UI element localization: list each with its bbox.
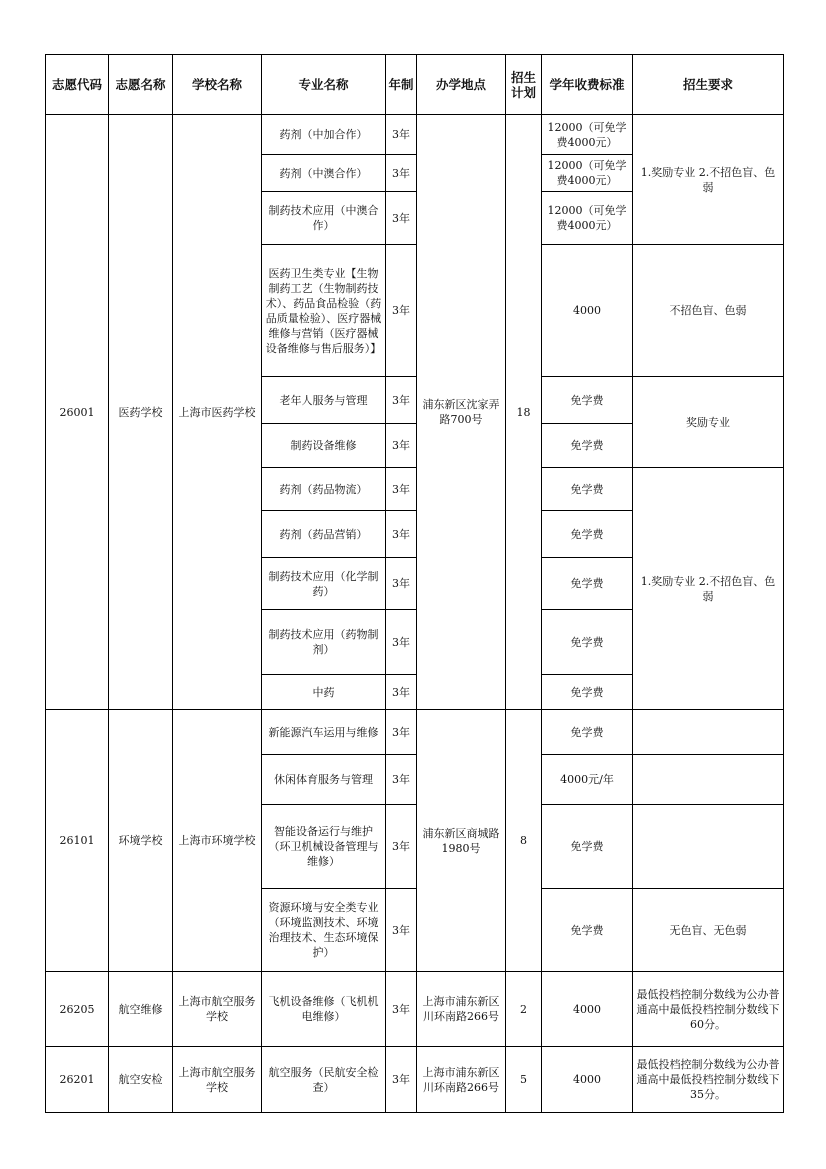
volunteer-code: 26001 [46,115,109,710]
volunteer-name: 环境学校 [109,710,173,972]
major-years: 3年 [386,805,417,889]
volunteer-name: 航空安检 [109,1047,173,1113]
major-name: 新能源汽车运用与维修 [262,710,386,755]
school-location: 上海市浦东新区川环南路266号 [417,1047,506,1113]
major-name: 制药技术应用（化学制药） [262,558,386,610]
major-name: 药剂（中加合作） [262,115,386,155]
major-name: 资源环境与安全类专业（环境监测技术、环境治理技术、生态环境保护） [262,889,386,972]
major-years: 3年 [386,675,417,710]
major-years: 3年 [386,972,417,1047]
major-name: 药剂（药品营销） [262,511,386,558]
admission-requirement [633,805,784,889]
admission-requirement: 最低投档控制分数线为公办普通高中最低投档控制分数线下60分。 [633,972,784,1047]
major-name: 药剂（中澳合作） [262,155,386,192]
tuition-fee: 免学费 [542,377,633,424]
tuition-fee: 免学费 [542,805,633,889]
major-name: 航空服务（民航安全检查） [262,1047,386,1113]
volunteer-code: 26101 [46,710,109,972]
admission-requirement: 奖励专业 [633,377,784,468]
school-name: 上海市航空服务学校 [173,1047,262,1113]
header-name: 志愿名称 [109,55,173,115]
tuition-fee: 4000 [542,245,633,377]
major-name: 休闲体育服务与管理 [262,755,386,805]
tuition-fee: 免学费 [542,424,633,468]
major-years: 3年 [386,377,417,424]
header-years: 年制 [386,55,417,115]
major-years: 3年 [386,424,417,468]
major-years: 3年 [386,610,417,675]
major-name: 制药技术应用（中澳合作） [262,192,386,245]
major-years: 3年 [386,115,417,155]
volunteer-name: 航空维修 [109,972,173,1047]
tuition-fee: 4000 [542,1047,633,1113]
major-years: 3年 [386,511,417,558]
school-location: 浦东新区沈家弄路700号 [417,115,506,710]
tuition-fee: 12000（可免学费4000元） [542,192,633,245]
header-school: 学校名称 [173,55,262,115]
school-name: 上海市医药学校 [173,115,262,710]
school-location: 上海市浦东新区川环南路266号 [417,972,506,1047]
header-row [46,55,784,115]
major-years: 3年 [386,710,417,755]
major-name: 制药设备维修 [262,424,386,468]
major-name: 制药技术应用（药物制剂） [262,610,386,675]
volunteer-name: 医药学校 [109,115,173,710]
header-plan: 招生计划 [506,55,542,115]
volunteer-code: 26201 [46,1047,109,1113]
tuition-fee: 12000（可免学费4000元） [542,155,633,192]
tuition-fee: 免学费 [542,610,633,675]
tuition-fee: 免学费 [542,675,633,710]
header-location: 办学地点 [417,55,506,115]
admission-requirement: 不招色盲、色弱 [633,245,784,377]
major-years: 3年 [386,755,417,805]
school-location: 浦东新区商城路1980号 [417,710,506,972]
admission-table [45,54,784,1113]
admission-requirement [633,710,784,755]
major-name: 老年人服务与管理 [262,377,386,424]
school-name: 上海市航空服务学校 [173,972,262,1047]
tuition-fee: 免学费 [542,468,633,511]
major-years: 3年 [386,245,417,377]
enrollment-plan: 18 [506,115,542,710]
enrollment-plan: 5 [506,1047,542,1113]
table-row [46,1047,784,1113]
major-years: 3年 [386,558,417,610]
admission-requirement: 无色盲、无色弱 [633,889,784,972]
major-name: 中药 [262,675,386,710]
tuition-fee: 免学费 [542,889,633,972]
admission-requirement: 1.奖励专业 2.不招色盲、色弱 [633,468,784,710]
tuition-fee: 免学费 [542,558,633,610]
tuition-fee: 4000元/年 [542,755,633,805]
major-name: 飞机设备维修（飞机机电维修） [262,972,386,1047]
major-years: 3年 [386,1047,417,1113]
major-years: 3年 [386,192,417,245]
school-name: 上海市环境学校 [173,710,262,972]
tuition-fee: 12000（可免学费4000元） [542,115,633,155]
table-row [46,710,784,755]
tuition-fee: 免学费 [542,511,633,558]
header-major: 专业名称 [262,55,386,115]
tuition-fee: 4000 [542,972,633,1047]
admission-requirement: 1.奖励专业 2.不招色盲、色弱 [633,115,784,245]
header-requirement: 招生要求 [633,55,784,115]
header-fee: 学年收费标准 [542,55,633,115]
volunteer-code: 26205 [46,972,109,1047]
major-years: 3年 [386,889,417,972]
table-row [46,972,784,1047]
admission-requirement: 最低投档控制分数线为公办普通高中最低投档控制分数线下35分。 [633,1047,784,1113]
enrollment-plan: 8 [506,710,542,972]
tuition-fee: 免学费 [542,710,633,755]
major-years: 3年 [386,155,417,192]
admission-requirement [633,755,784,805]
major-name: 药剂（药品物流） [262,468,386,511]
header-code: 志愿代码 [46,55,109,115]
major-name: 智能设备运行与维护（环卫机械设备管理与维修） [262,805,386,889]
table-row [46,115,784,155]
enrollment-plan: 2 [506,972,542,1047]
major-years: 3年 [386,468,417,511]
major-name: 医药卫生类专业【生物制药工艺（生物制药技术）、药品食品检验（药品质量检验）、医疗器械维修与营销（医疗器械设备维修与售后服务）】 [262,245,386,377]
